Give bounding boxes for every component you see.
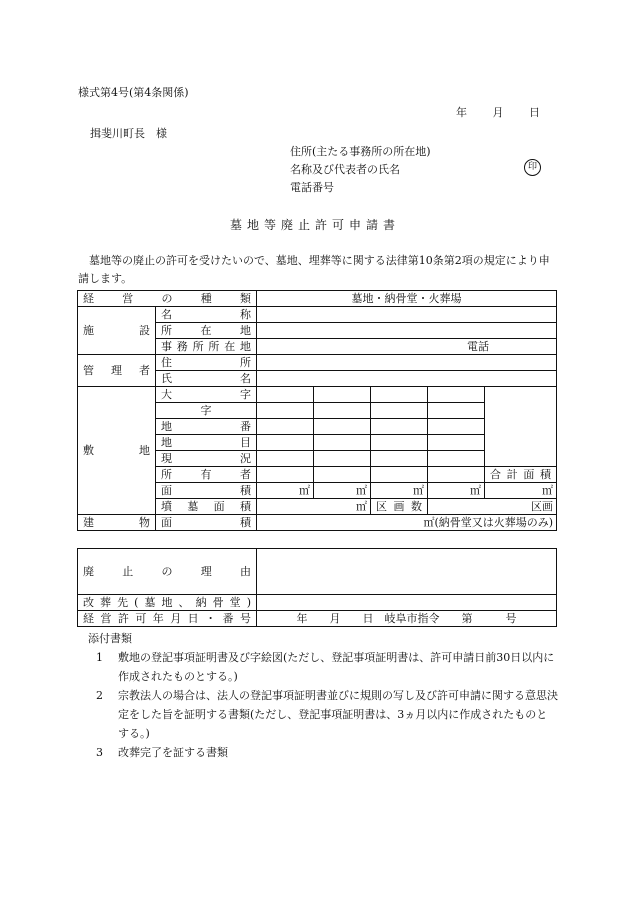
- table-row: [78, 595, 557, 611]
- facility-name-label: 名称: [156, 307, 257, 323]
- land-category-label: 地目: [156, 435, 257, 451]
- relocation-label: 改葬先(墓地、納骨堂): [78, 595, 257, 611]
- site-cell[interactable]: [314, 451, 371, 467]
- grave-area-field[interactable]: ㎡: [257, 499, 371, 515]
- reason-label: 廃止の理由: [78, 549, 257, 595]
- attachment-text: 改葬完了を証する書類: [118, 746, 228, 759]
- facility-label: 施設: [78, 307, 156, 355]
- lot-number-label: 地番: [156, 419, 257, 435]
- abolition-table: [77, 548, 557, 627]
- site-cell[interactable]: [428, 387, 485, 403]
- document-title: 墓地等廃止許可申請書: [229, 218, 400, 232]
- permit-label: 経営許可年月日・番号: [78, 611, 257, 627]
- phone-label: 電話: [467, 340, 489, 353]
- site-cell[interactable]: [314, 467, 371, 483]
- applicant-address-label: 住所(主たる事務所の所在地): [290, 145, 431, 158]
- site-cell[interactable]: [257, 451, 314, 467]
- area-cell-3[interactable]: ㎡: [371, 483, 428, 499]
- attachment-text: 宗教法人の場合は、法人の登記事項証明書並びに規則の写し及び許可申請に関する意思決定をした旨を証明する書類(ただし、登記事項証明書は、3ヵ月以内に作成されたものとする。): [118, 689, 558, 740]
- reason-field[interactable]: [257, 549, 557, 595]
- site-cell[interactable]: [257, 387, 314, 403]
- oaza-label: 大字: [156, 387, 257, 403]
- manager-label: 管理者: [78, 355, 156, 387]
- plots-field[interactable]: 区画: [428, 499, 557, 515]
- plots-label: 区画数: [371, 499, 428, 515]
- total-area-cell[interactable]: ㎡: [485, 483, 557, 499]
- site-cell[interactable]: [371, 467, 428, 483]
- area-cell-2[interactable]: ㎡: [314, 483, 371, 499]
- site-cell[interactable]: [314, 419, 371, 435]
- site-cell[interactable]: [371, 419, 428, 435]
- site-cell[interactable]: [371, 403, 428, 419]
- attachments-heading: 添付書類: [88, 632, 132, 645]
- site-cell[interactable]: [371, 451, 428, 467]
- site-cell[interactable]: [257, 419, 314, 435]
- list-item: 3 改葬完了を証する書類: [78, 743, 558, 762]
- aza-label: 字: [156, 403, 257, 419]
- permit-field[interactable]: 年 月 日 岐阜市指令 第 号: [257, 611, 557, 627]
- kind-value: 墓地・納骨堂・火葬場: [257, 291, 557, 307]
- table-row: [78, 611, 557, 627]
- site-cell[interactable]: [428, 419, 485, 435]
- table-row: [78, 355, 557, 371]
- total-area-label: 合計面積: [485, 467, 557, 483]
- list-item: 1 敷地の登記事項証明書及び字絵図(ただし、登記事項証明書は、許可申請日前30日以内に作成されたものとする。): [78, 648, 558, 686]
- area-cell-1[interactable]: ㎡: [257, 483, 314, 499]
- table-row: [78, 291, 557, 307]
- attachments-list: [78, 648, 558, 762]
- building-area-label: 面積: [156, 515, 257, 531]
- site-cell[interactable]: [428, 403, 485, 419]
- current-state-label: 現況: [156, 451, 257, 467]
- facility-location-field[interactable]: [257, 323, 557, 339]
- facility-location-label: 所在地: [156, 323, 257, 339]
- owner-label: 所有者: [156, 467, 257, 483]
- date-line: 年 月 日: [456, 106, 540, 119]
- site-cell[interactable]: [314, 387, 371, 403]
- building-label: 建物: [78, 515, 156, 531]
- site-cell[interactable]: [371, 387, 428, 403]
- manager-address-label: 住所: [156, 355, 257, 371]
- site-cell[interactable]: [428, 435, 485, 451]
- site-cell[interactable]: [428, 467, 485, 483]
- site-blank-cell: [485, 387, 557, 467]
- seal-mark: 印: [524, 159, 541, 176]
- office-location-label: 事務所所在地: [156, 339, 257, 355]
- table-row: [78, 307, 557, 323]
- manager-address-field[interactable]: [257, 355, 557, 371]
- site-cell[interactable]: [371, 435, 428, 451]
- area-label: 面積: [156, 483, 257, 499]
- site-cell[interactable]: [314, 435, 371, 451]
- relocation-field[interactable]: [257, 595, 557, 611]
- table-row: [78, 387, 557, 403]
- attachment-text: 敷地の登記事項証明書及び字絵図(ただし、登記事項証明書は、許可申請日前30日以内に作成されたものとする。): [118, 651, 555, 683]
- area-cell-4[interactable]: ㎡: [428, 483, 485, 499]
- addressee: 揖斐川町長 様: [90, 127, 167, 140]
- facility-name-field[interactable]: [257, 307, 557, 323]
- building-area-field[interactable]: ㎡(納骨堂又は火葬場のみ): [257, 515, 557, 531]
- form-number: 様式第4号(第4条関係): [78, 86, 189, 99]
- applicant-phone-label: 電話番号: [290, 181, 334, 194]
- application-table: [77, 290, 557, 531]
- intro-paragraph: 墓地等の廃止の許可を受けたいので、墓地、埋葬等に関する法律第10条第2項の規定により申請します。: [78, 254, 550, 285]
- manager-name-label: 氏名: [156, 371, 257, 387]
- site-cell[interactable]: [257, 435, 314, 451]
- manager-name-field[interactable]: [257, 371, 557, 387]
- site-cell[interactable]: [257, 403, 314, 419]
- kind-label: 経営の種類: [78, 291, 257, 307]
- table-row: [78, 515, 557, 531]
- site-label: 敷地: [78, 387, 156, 515]
- office-location-field[interactable]: [257, 339, 557, 355]
- applicant-name-label: 名称及び代表者の氏名: [290, 163, 400, 176]
- list-item: 2 宗教法人の場合は、法人の登記事項証明書並びに規則の写し及び許可申請に関する意思決定をした旨を証明する書類(ただし、登記事項証明書は、3ヵ月以内に作成されたものとする。): [78, 686, 558, 743]
- site-cell[interactable]: [257, 467, 314, 483]
- grave-area-label: 墳墓面積: [156, 499, 257, 515]
- site-cell[interactable]: [428, 451, 485, 467]
- site-cell[interactable]: [314, 403, 371, 419]
- table-row: [78, 549, 557, 595]
